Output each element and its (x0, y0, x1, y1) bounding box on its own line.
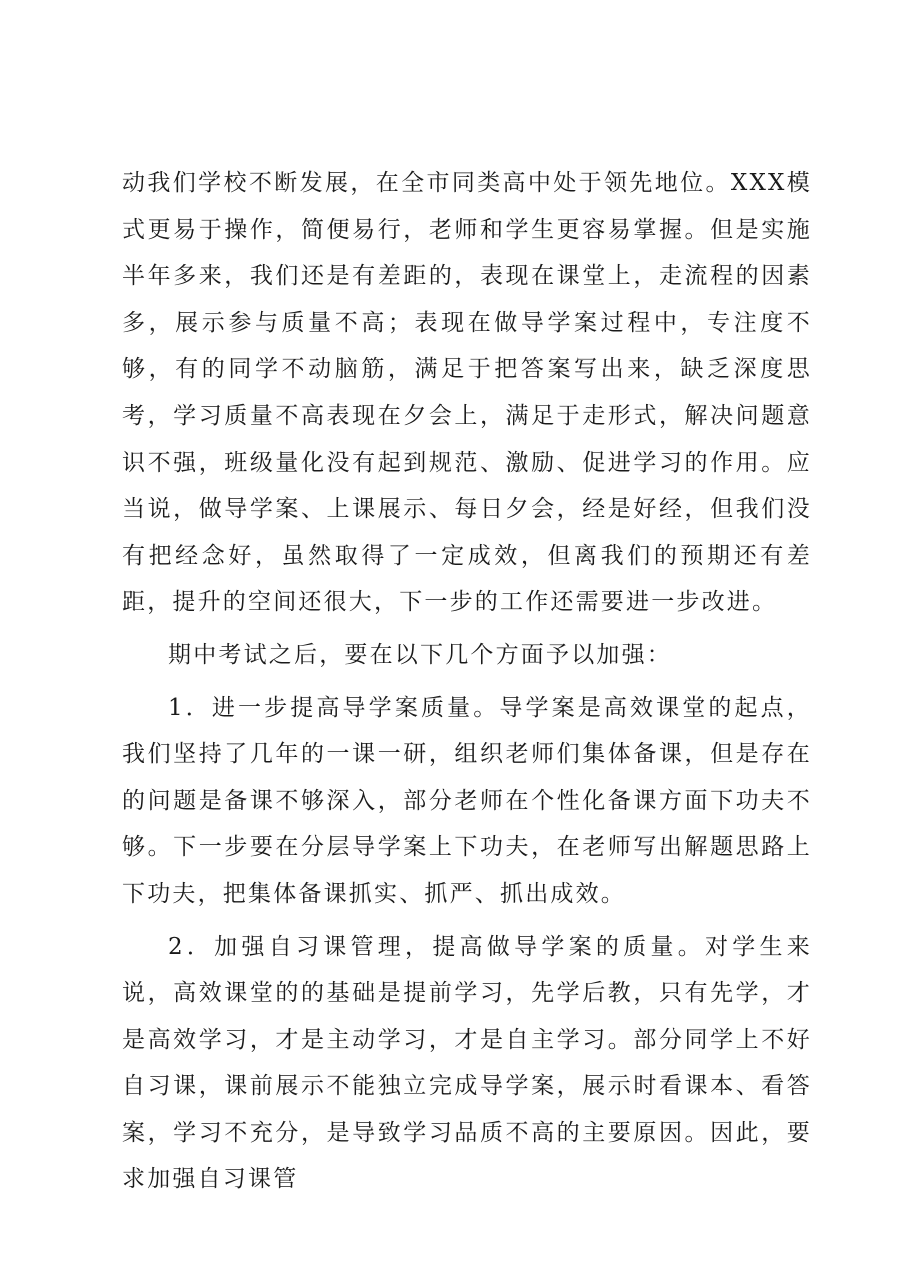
paragraph-intro: 期中考试之后，要在以下几个方面予以加强： (168, 641, 672, 668)
paragraph-item-1: 1．进一步提高导学案质量。导学案是高效课堂的起点，我们坚持了几年的一课一研，组织老师们集体备课，但是存在的问题是备课不够深入，部分老师在个性化备课方面下功夫不够。下一步要在分层导学案上下功夫，在老师写出解题思路上下功夫，把集体备课抓实、抓严、抓出成效。 (122, 694, 812, 907)
paragraph-item-2: 2．加强自习课管理，提高做导学案的质量。对学生来说，高效课堂的的基础是提前学习，先学后教，只有先学，才是高效学习，才是主动学习，才是自主学习。部分同学上不好自习课，课前展示不能独立完成导学案，展示时看课本、看答案，学习不充分，是导致学习品质不高的主要原因。因此，要求加强自习课管 (122, 933, 812, 1193)
document-body (122, 160, 812, 1203)
paragraph-continuation: 动我们学校不断发展，在全市同类高中处于领先地位。XXX模式更易于操作，简便易行，老师和学生更容易掌握。但是实施半年多来，我们还是有差距的，表现在课堂上，走流程的因素多，展示参与质量不高；表现在做导学案过程中，专注度不够，有的同学不动脑筋，满足于把答案写出来，缺乏深度思考，学习质量不高表现在夕会上，满足于走形式，解决问题意识不强，班级量化没有起到规范、激励、促进学习的作用。应当说，做导学案、上课展示、每日夕会，经是好经，但我们没有把经念好，虽然取得了一定成效，但离我们的预期还有差距，提升的空间还很大，下一步的工作还需要进一步改进。 (122, 170, 812, 616)
